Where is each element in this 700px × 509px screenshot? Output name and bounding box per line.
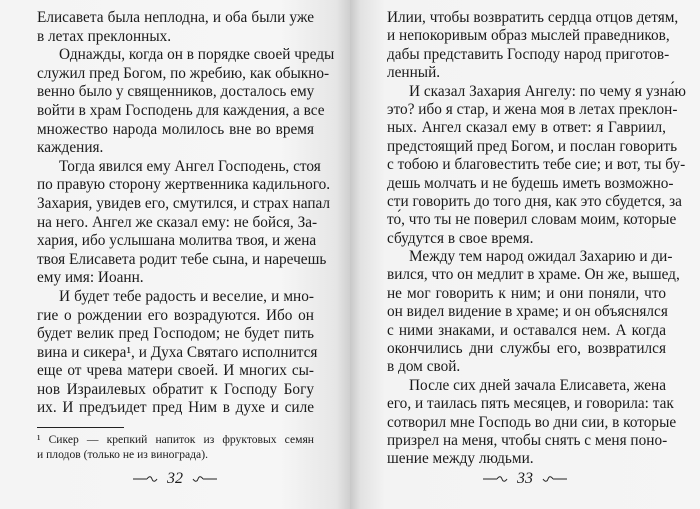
text-line: окончились дни службы его, возвратился xyxy=(387,340,666,358)
text-line: Захария, увидев его, смутился, и страх напал xyxy=(37,194,331,212)
text-line: твоя Елисавета родит тебе сына, и наречешь xyxy=(37,250,327,268)
text-line: в летах преклонных. xyxy=(37,27,172,45)
text-line: шение между людьми. xyxy=(387,450,534,468)
text-line: служил пред Богом, по жребию, как обыкно- xyxy=(37,64,330,82)
text-line: множество народа молилось вне во время xyxy=(37,120,314,138)
text-line: будет велик пред Господом; не будет пить xyxy=(37,325,314,343)
text-line: еще от чрева матери своей. И многих сы- xyxy=(37,362,314,380)
text-line: И сказал Захария Ангелу: по чему я узна́ю xyxy=(409,82,686,100)
page-number-left xyxy=(0,470,350,488)
text-line: сбудутся в свое время. xyxy=(387,229,534,247)
right-page-body xyxy=(387,9,686,469)
text-line: ных. Ангел сказал ему в ответ: я Гавриил, xyxy=(387,119,666,137)
text-line: ¹ Сикер — крепкий напиток из фруктовых семян xyxy=(37,433,314,446)
text-line: Тогда явился ему Ангел Господень, стоя xyxy=(59,157,321,175)
text-line: ленный. xyxy=(387,64,441,82)
ornament-icon xyxy=(483,476,509,482)
text-line: гие о рождении его возрадуются. Ибо он xyxy=(37,306,314,324)
text-line: вина и сикера¹, и Духа Святаго исполнится xyxy=(37,343,318,361)
text-line: каждения. xyxy=(37,139,104,157)
right-page xyxy=(350,0,700,509)
left-page-body xyxy=(37,9,335,418)
text-line: не мог говорить к ним; и они поняли, что xyxy=(387,284,666,302)
text-line: на него. Ангел же сказал ему: не бойся, За- xyxy=(37,213,318,231)
text-line: хария, ибо услышана молитва твоя, и жена xyxy=(37,232,317,250)
text-line: то́, что ты не поверил словам моим, которые xyxy=(387,211,677,229)
text-line: ему имя: Иоанн. xyxy=(37,269,144,287)
text-line: И будет тебе радость и веселие, и мно- xyxy=(59,287,314,305)
text-line: Илии, чтобы возвратить сердца отцов детям, xyxy=(387,9,679,26)
text-line: сти говорить до того дня, как это сбудется, за xyxy=(387,192,682,210)
text-line: войти в храм Господень для каждения, а все xyxy=(37,101,325,119)
page-number-text: 32 xyxy=(167,470,183,487)
text-line: предстоящий пред Богом, и послан говорить xyxy=(387,137,678,155)
text-line: дешь молчать и не будешь иметь возможно- xyxy=(387,174,674,192)
text-line: После сих дней зачала Елисавета, жена xyxy=(409,376,666,394)
ornament-icon xyxy=(191,476,217,482)
text-line: по правую сторону жертвенника кадильного. xyxy=(37,176,331,194)
text-line: и плодов (только не из винограда). xyxy=(37,448,208,461)
text-line: Между тем народ ожидал Захарию и ди- xyxy=(409,248,673,266)
text-line: нов Израилевых обратит к Господу Богу xyxy=(37,380,314,398)
text-line: сотворил мне Господь во дни сии, в которые xyxy=(387,413,677,431)
footnote xyxy=(37,432,314,462)
text-line: с ними знаками, и оставался нем. А когда xyxy=(387,321,666,339)
text-line: с тобою и благовестить тебе сие; и вот, ты бу- xyxy=(387,156,686,174)
text-line: и непокоривым образ мыслей праведников, xyxy=(387,27,670,45)
page-number-text: 33 xyxy=(517,470,533,487)
page-number-right xyxy=(350,470,700,488)
ornament-icon xyxy=(541,476,567,482)
text-line: его, и таилась пять месяцев, и говорила: так xyxy=(387,395,674,413)
ornament-icon xyxy=(133,476,159,482)
text-line: в дом свой. xyxy=(387,358,461,376)
text-line: их. И предъидет пред Ним в духе и силе xyxy=(37,399,314,417)
text-line: Однажды, когда он в порядке своей чреды xyxy=(59,46,335,64)
footnote-rule xyxy=(37,427,124,428)
text-line: Елисавета была неплодна, и оба были уже xyxy=(37,9,314,26)
text-line: это? ибо я стар, и жена моя в летах преклон- xyxy=(387,100,678,118)
text-line: призрел на меня, чтобы снять с меня поно- xyxy=(387,431,668,449)
text-line: вился, что он медлит в храме. Он же, вышед, xyxy=(387,266,680,284)
text-line: венно было у священников, досталось ему xyxy=(37,83,315,101)
text-line: он видел видение в храме; и он объяснялся xyxy=(387,303,668,321)
text-line: дабы представить Господу народ приготов- xyxy=(387,45,670,63)
